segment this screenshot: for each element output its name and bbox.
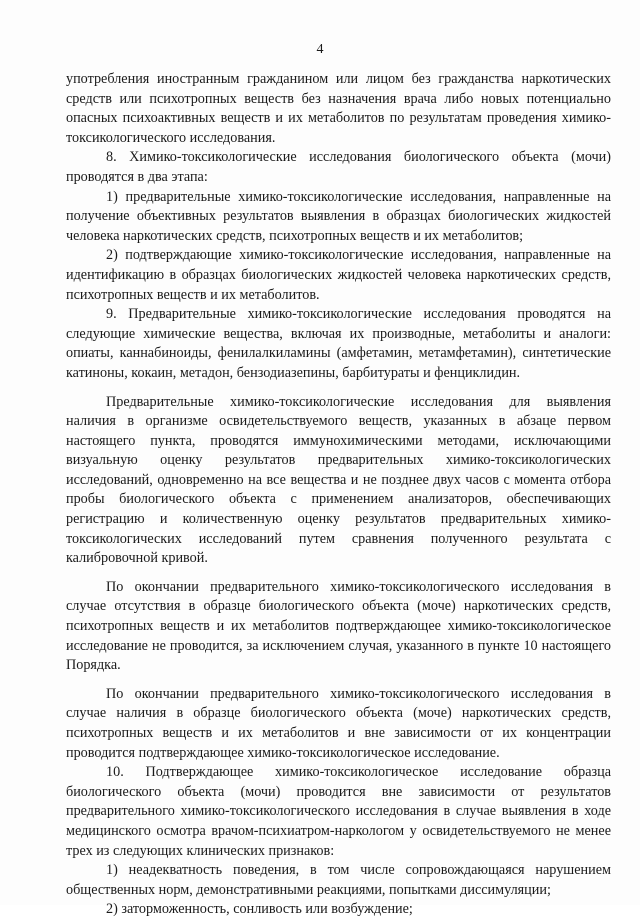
paragraph-clause-8: 8. Химико-токсикологические исследования биологического объекта (мочи) проводятся в два этапа:	[66, 149, 611, 185]
paragraph-clause-10-sign-2: 2) заторможенность, сонливость или возбуждение;	[106, 901, 413, 918]
paragraph-clause-8-item-2: 2) подтверждающие химико-токсикологические исследования, направленные на идентификацию в образцах биологических жидкостей человека наркотических средств, психотропных веществ и их метаболитов.	[66, 247, 611, 303]
paragraph-clause-10: 10. Подтверждающее химико-токсикологическое исследование образца биологического объекта (мочи) проводится вне зависимости от результатов предварительного химико-токсикологического исследования в случае выявления в ходе медицинского осмотра врачом-психиатром-наркологом у освидетельствуемого не менее трех из следующих клинических признаков:	[66, 764, 611, 859]
paragraph-clause-8-item-1: 1) предварительные химико-токсикологические исследования, направленные на получение объективных результатов выявления в образцах биологических жидкостей человека наркотических средств, психотропных веществ и их метаболитов;	[66, 188, 611, 244]
paragraph-clause-9-negative-result: По окончании предварительного химико-токсикологического исследования в случае отсутствия в образце биологического объекта (моче) наркотических средств, психотропных веществ и их метаболитов подтверждающее химико-токсикологическое исследование не проводится, за исключением случая, указанного в пункте 10 настоящего Порядка.	[66, 578, 611, 674]
document-body	[66, 70, 611, 920]
paragraph-clause-10-sign-1: 1) неадекватность поведения, в том числе сопровождающаяся нарушением общественных норм, демонстративными реакциями, попытками диссимуляции;	[66, 862, 611, 898]
paragraph-clause-9-preliminary: Предварительные химико-токсикологические исследования для выявления наличия в организме освидетельствуемого веществ, указанных в абзаце первом настоящего пункта, проводятся иммунохимическими методами, исключающими визуальную оценку результатов предварительных химико-токсикологических исследований, одновременно на все вещества и не позднее двух часов с момента отбора пробы биологического объекта с применением анализаторов, обеспечивающих регистрацию и количественную оценку результатов предварительных химико-токсикологических исследований путем сравнения полученного результата с калибровочной кривой.	[66, 393, 611, 567]
paragraph-clause-9: 9. Предварительные химико-токсикологические исследования проводятся на следующие химические вещества, включая их производные, метаболиты и аналоги: опиаты, каннабиноиды, фенилалкиламины (амфетамин, метамфетамин), синтетические катиноны, кокаин, метадон, бензодиазепины, барбитураты и фенциклидин.	[66, 306, 611, 381]
paragraph-continuation: употребления иностранным гражданином или лицом без гражданства наркотических средств или психотропных веществ без назначения врача либо новых потенциально опасных психоактивных веществ и их метаболитов по результатам проведения химико-токсикологического исследования.	[66, 71, 611, 146]
page-number: 4	[316, 42, 324, 57]
paragraph-clause-9-positive-result: По окончании предварительного химико-токсикологического исследования в случае наличия в образце биологического объекта (моче) наркотических средств, психотропных веществ и их метаболитов и вне зависимости от их концентрации проводится подтверждающее химико-токсикологическое исследование.	[66, 685, 611, 761]
